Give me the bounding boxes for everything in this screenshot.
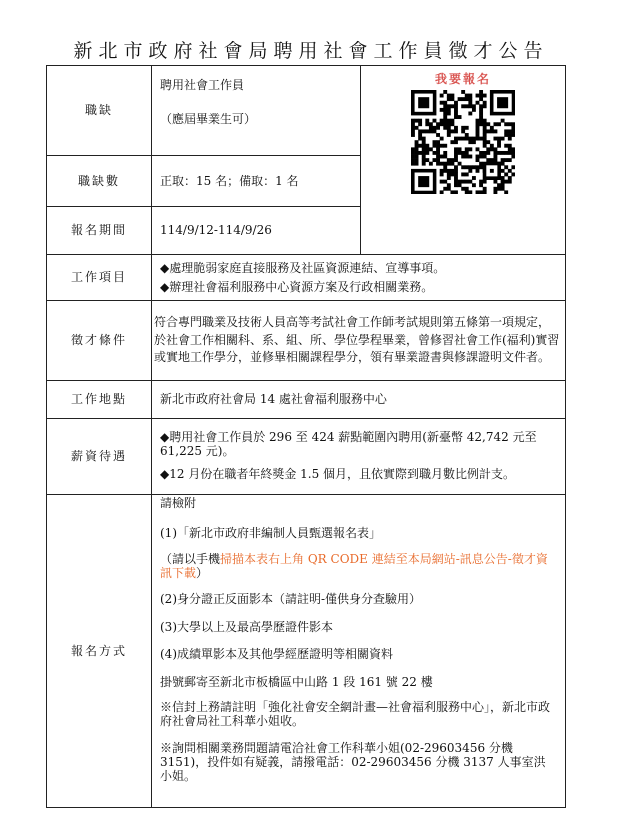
salary-item: ◆12 月份在職者年終獎金 1.5 個月，且依實際到職月數比例計支。 [160,467,516,482]
apply-note-prefix: （請以手機 [160,551,221,566]
apply-intro: 請檢附 [160,496,197,510]
position-label: 職缺 [47,66,152,156]
location-value: 新北市政府社會局 14 處社會福利服務中心 [152,381,566,419]
position-value [152,66,361,156]
duties-value [152,255,566,301]
position-note: （應屆畢業生可） [160,112,257,127]
position-title: 聘用社會工作員 [160,78,245,92]
row-position [47,66,566,156]
openings-value: 正取：15 名；備取：1 名 [152,156,361,207]
row-apply [47,495,566,808]
duty-item: ◆處理脆弱家庭直接服務及社區資源連結、宣導事項。 [160,261,446,276]
period-value: 114/9/12-114/9/26 [152,207,361,255]
recruitment-table [46,65,566,808]
row-location [47,381,566,419]
requirements-label: 徵才條件 [47,301,152,381]
location-label: 工作地點 [47,381,152,419]
duty-item: ◆辦理社會福利服務中心資源方案及行政相關業務。 [160,279,434,294]
qr-section [361,66,566,255]
apply-mail: 掛號郵寄至新北市板橋區中山路 1 段 161 號 22 樓 [160,674,433,689]
apply-label: 報名方式 [47,495,152,808]
page-title: 新北市政府社會局聘用社會工作員徵才公告 [73,40,549,62]
apply-envelope: ※信封上務請註明「強化社會安全網計畫—社會福利服務中心」，新北市政府社會局社工科華小姐收。 [160,699,551,728]
apply-item: (2)身分證正反面影本（請註明-僅供身分查驗用） [160,592,422,607]
row-salary [47,419,566,495]
row-requirements [47,301,566,381]
qr-title: 我要報名 [434,72,491,86]
duties-label: 工作項目 [47,255,152,301]
apply-item: (4)成績單影本及其他學經歷證明等相關資料 [160,647,393,662]
apply-note [160,553,555,581]
salary-item: ◆聘用社會工作員於 296 至 424 薪點範圍內聘用(新臺幣 42,742 元至 61,225 元)。 [160,429,537,458]
apply-note-highlight: 掃描本表右上角 QR CODE 連結至本局網站-訊息公告-徵才資訊下載 [160,551,548,580]
openings-label: 職缺數 [47,156,152,207]
apply-value [152,495,566,808]
qr-code-icon[interactable] [411,90,515,197]
apply-contact: ※詢問相關業務問題請電洽社會工作科華小姐(02-29603456 分機 3151)，投件如有疑義，請撥電話：02-29603456 分機 3137 人事室洪小姐。 [160,740,546,784]
apply-item: (1)「新北市政府非編制人員甄選報名表」 [160,526,381,541]
apply-note-suffix: ） [196,565,209,580]
salary-label: 薪資待遇 [47,419,152,495]
period-label: 報名期間 [47,207,152,255]
requirements-value: 符合專門職業及技術人員高等考試社會工作師考試規則第五條第一項規定，於社會工作相關科、系、組、所、學位學程畢業，曾修習社會工作(福利)實習或實地工作學分，並修畢相關課程學分，領有畢業證書與修課證明文件者。 [152,301,566,381]
apply-item: (3)大學以上及最高學歷證件影本 [160,619,333,634]
salary-value [152,419,566,495]
row-duties [47,255,566,301]
